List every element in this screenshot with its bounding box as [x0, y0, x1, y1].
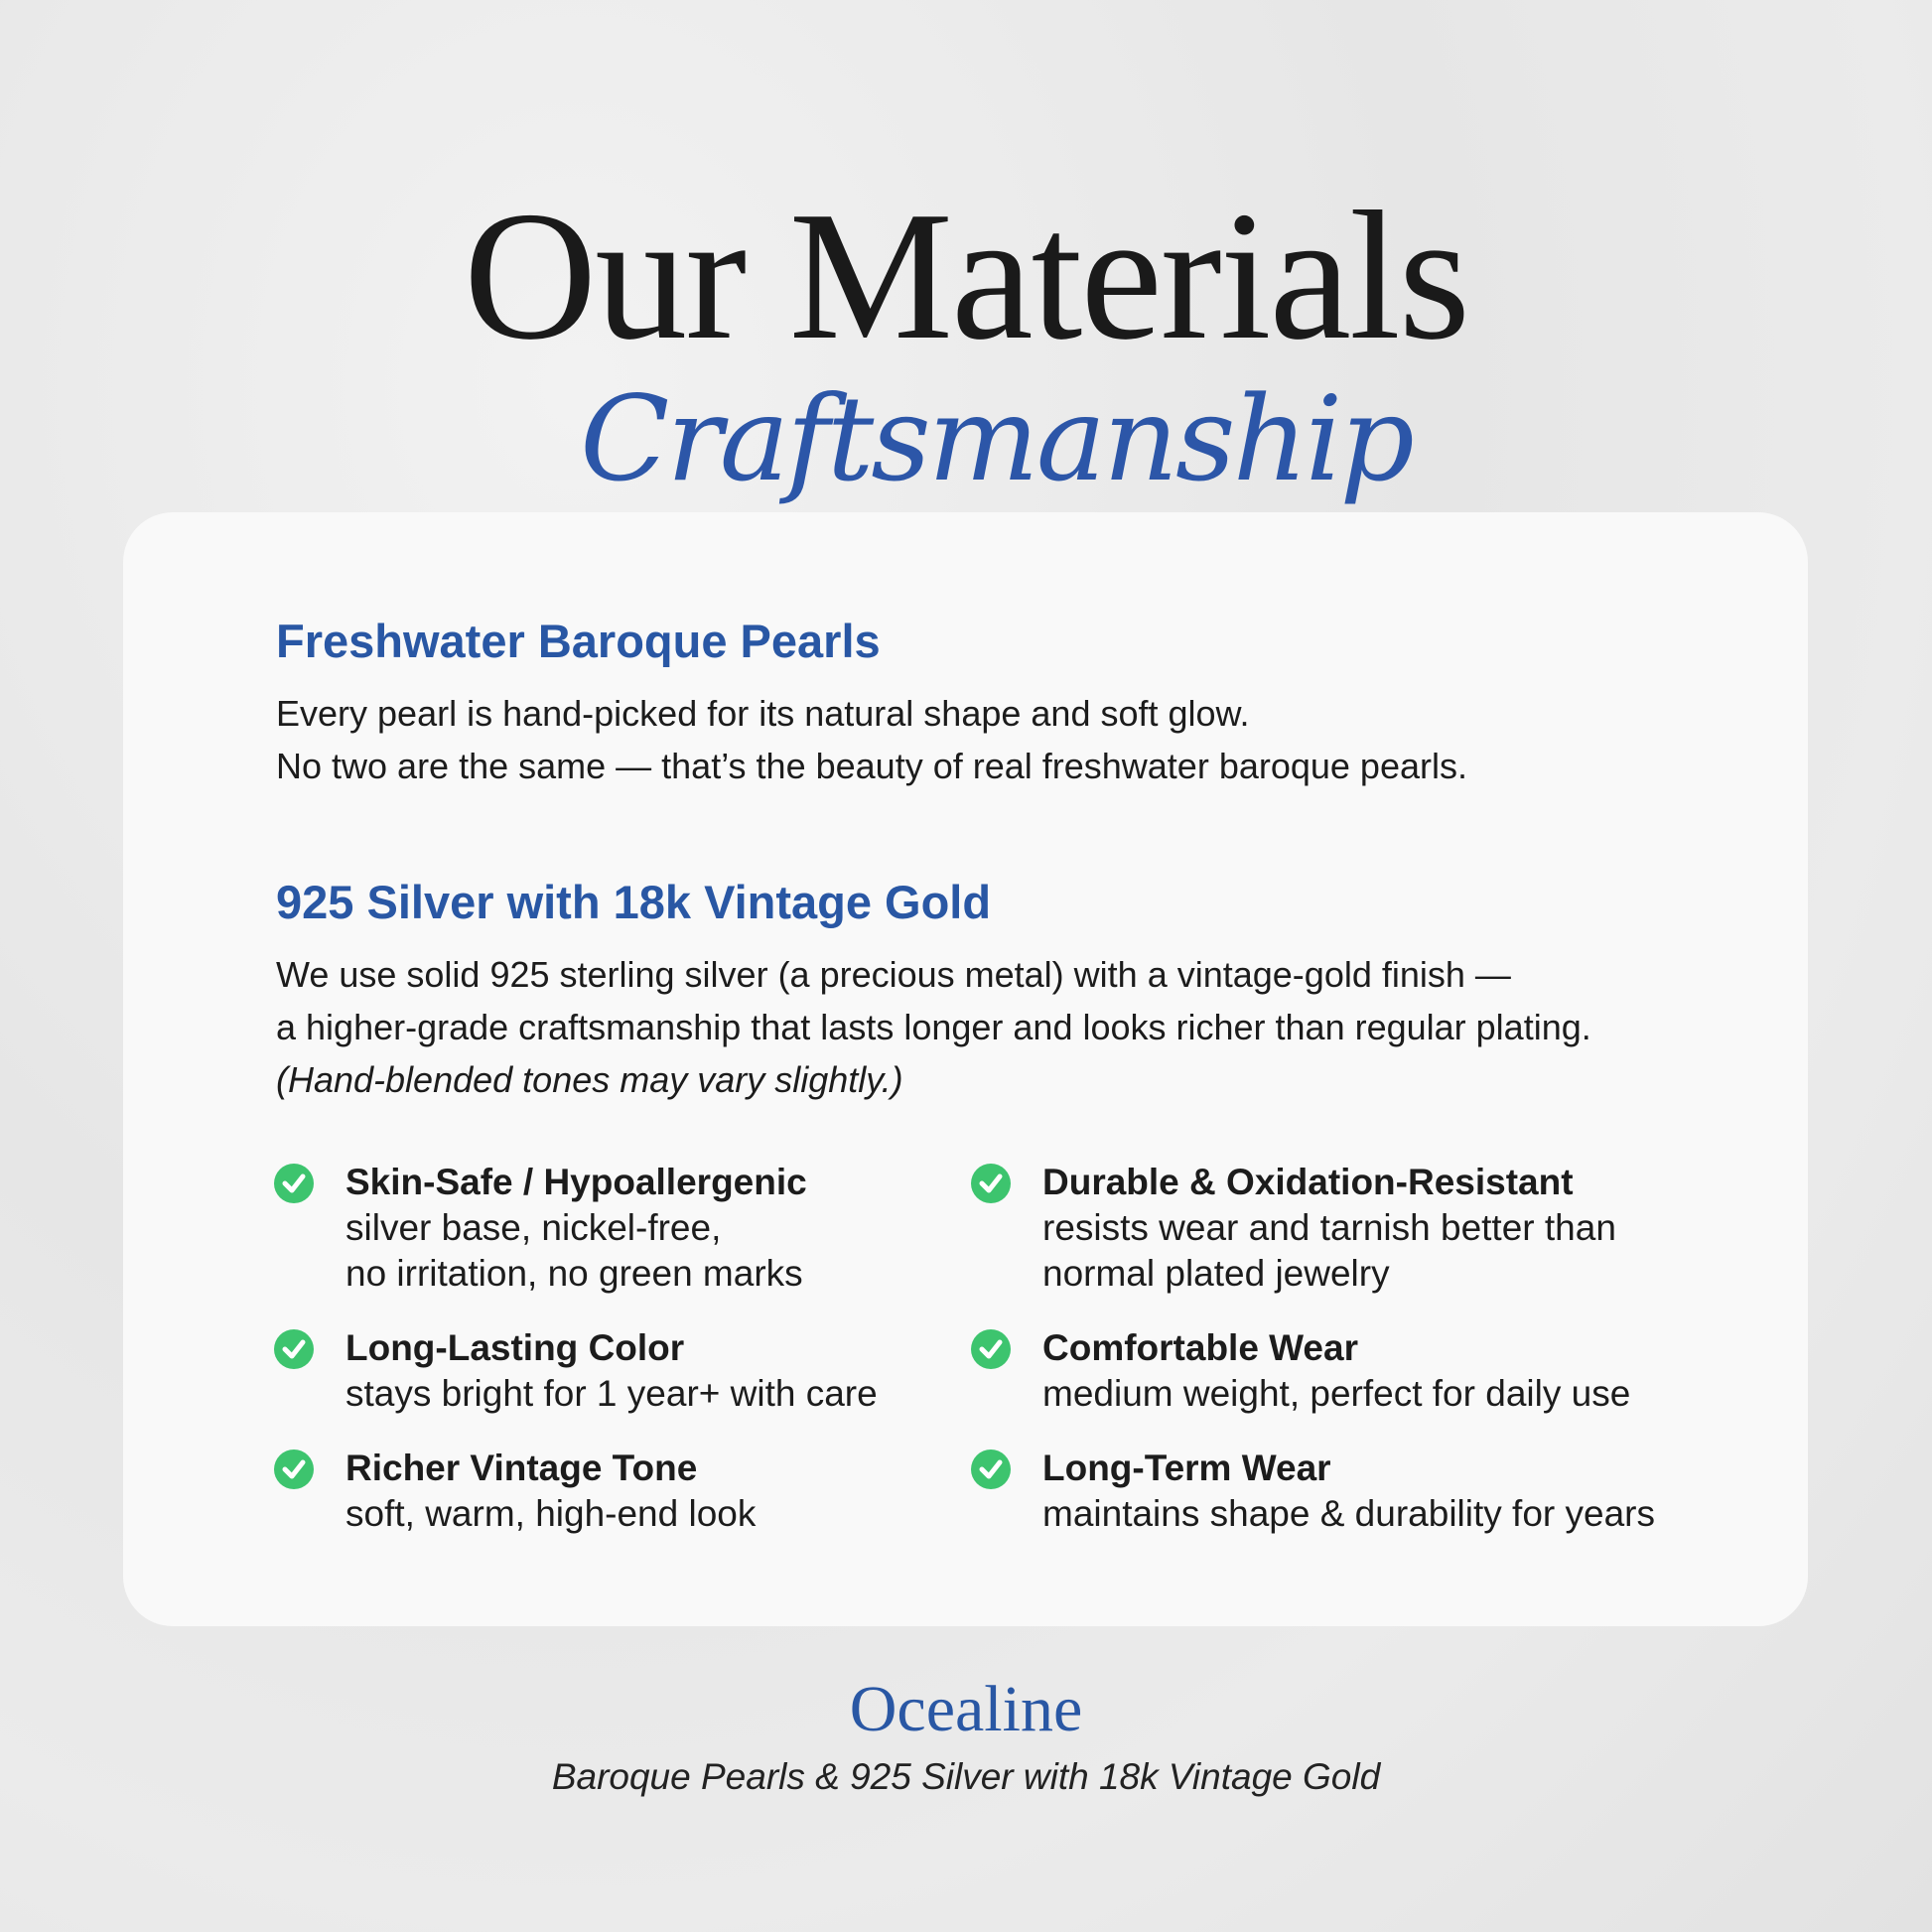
- feature-item: [1042, 1325, 1708, 1417]
- check-circle-icon: [274, 1329, 314, 1369]
- feature-item: [1042, 1160, 1708, 1297]
- check-circle-icon: [971, 1449, 1011, 1489]
- section-body-pearls: [276, 687, 1467, 792]
- feature-item: [345, 1446, 1011, 1537]
- script-subtitle: Craftsmanship: [580, 370, 1412, 507]
- page-title: Our Materials: [463, 174, 1469, 378]
- feature-description: stays bright for 1 year+ with care: [345, 1373, 878, 1414]
- feature-description: no irritation, no green marks: [345, 1253, 803, 1294]
- brand-tagline: Baroque Pearls & 925 Silver with 18k Vintage Gold: [551, 1756, 1381, 1797]
- section-body-silver: [276, 948, 1591, 1106]
- feature-title: Long-Lasting Color: [345, 1327, 685, 1368]
- body-line: No two are the same — that’s the beauty of real freshwater baroque pearls.: [276, 746, 1467, 786]
- check-circle-icon: [274, 1449, 314, 1489]
- feature-description: medium weight, perfect for daily use: [1042, 1373, 1631, 1414]
- check-circle-icon: [971, 1329, 1011, 1369]
- feature-title: Long-Term Wear: [1042, 1448, 1331, 1488]
- feature-title: Skin-Safe / Hypoallergenic: [345, 1162, 807, 1202]
- body-line: Every pearl is hand-picked for its natural shape and soft glow.: [276, 693, 1250, 734]
- feature-description: silver base, nickel-free,: [345, 1207, 722, 1248]
- brand-logo: Ocealine: [849, 1673, 1083, 1745]
- body-note: (Hand-blended tones may vary slightly.): [276, 1059, 903, 1100]
- feature-title: Richer Vintage Tone: [345, 1448, 698, 1488]
- feature-description: normal plated jewelry: [1042, 1253, 1390, 1294]
- feature-description: soft, warm, high-end look: [345, 1493, 757, 1534]
- feature-item: [1042, 1446, 1708, 1537]
- check-circle-icon: [274, 1164, 314, 1203]
- feature-item: [345, 1325, 1011, 1417]
- feature-description: resists wear and tarnish better than: [1042, 1207, 1616, 1248]
- section-heading-pearls: Freshwater Baroque Pearls: [276, 615, 881, 667]
- feature-title: Durable & Oxidation-Resistant: [1042, 1162, 1574, 1202]
- section-heading-silver: 925 Silver with 18k Vintage Gold: [276, 876, 992, 928]
- body-line: We use solid 925 sterling silver (a precious metal) with a vintage-gold finish —: [276, 954, 1511, 995]
- body-line: a higher-grade craftsmanship that lasts longer and looks richer than regular plating.: [276, 1007, 1591, 1047]
- feature-title: Comfortable Wear: [1042, 1327, 1358, 1368]
- feature-description: maintains shape & durability for years: [1042, 1493, 1655, 1534]
- feature-item: [345, 1160, 1011, 1297]
- check-circle-icon: [971, 1164, 1011, 1203]
